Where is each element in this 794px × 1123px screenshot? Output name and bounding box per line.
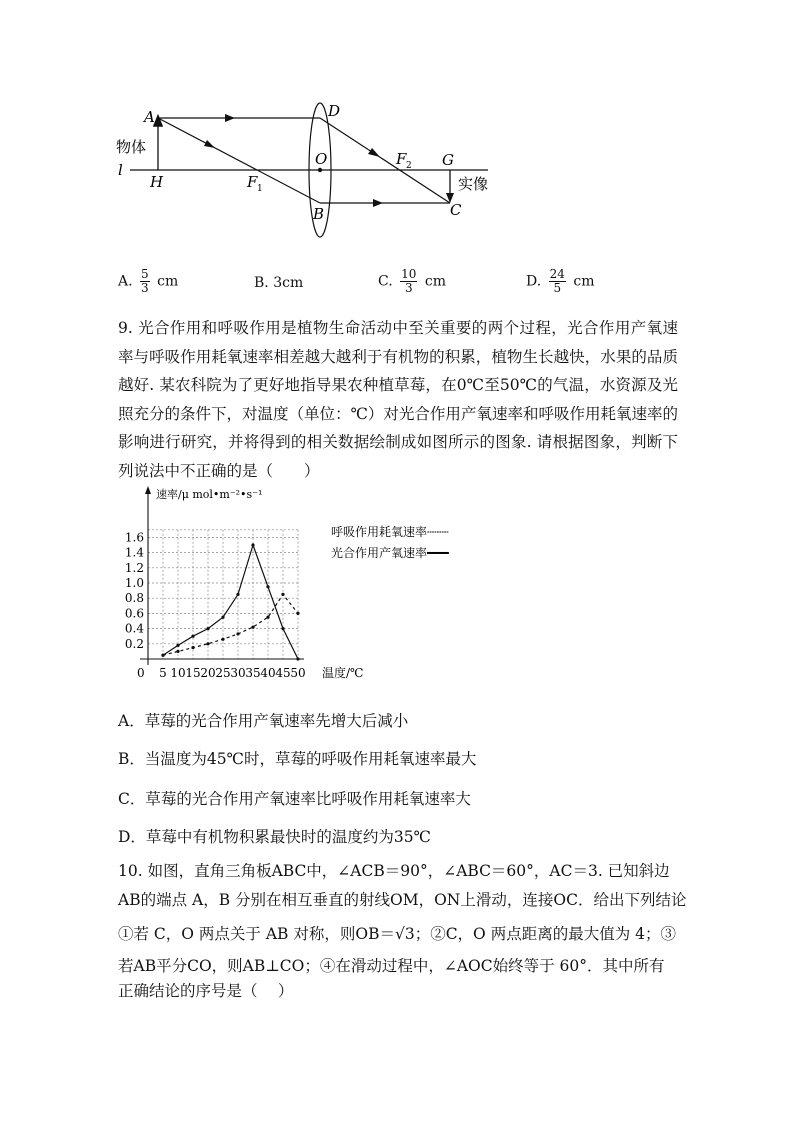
x-tick-label: 10: [170, 666, 186, 680]
label-f2-sub: 2: [406, 161, 412, 171]
x-tick-label: 20: [200, 666, 216, 680]
label-g: G: [442, 151, 454, 169]
respiration-point: [281, 593, 284, 596]
optics-figure: [110, 95, 500, 245]
photosynthesis-point: [191, 635, 194, 638]
q10-line-5: 正确结论的序号是（ ）: [118, 982, 294, 1000]
label-h: H: [150, 173, 164, 191]
y-tick-label: 1.2: [124, 560, 144, 575]
chart-origin: 0: [137, 666, 145, 680]
ray-dc: [320, 118, 450, 203]
y-tick-label: 0.2: [124, 636, 144, 651]
label-f2: F: [396, 150, 407, 168]
x-tick-label: 15: [185, 666, 201, 680]
x-tick-label: 50: [290, 666, 306, 680]
q9-option-c: C．草莓的光合作用产氧速率比呼吸作用耗氧速率大: [118, 790, 471, 808]
x-tick-label: 35: [245, 666, 261, 680]
y-tick-label: 1.4: [124, 545, 144, 560]
q10-line-3: ①若 C，O 两点关于 AB 对称，则OB＝√3；②C，O 两点距离的最大值为 4；③: [118, 925, 676, 943]
label-f1: F: [247, 173, 258, 191]
legend-respiration: 呼吸作用耗氧速率┄┄┄: [331, 525, 449, 539]
x-tick-label: 40: [260, 666, 276, 680]
ray-ab: [158, 118, 320, 203]
label-real-image: 实像: [458, 175, 489, 193]
respiration-point: [176, 650, 179, 653]
label-o: O: [315, 150, 328, 168]
series-photosynthesis-line: [163, 545, 298, 659]
label-d: D: [328, 102, 341, 120]
photosynthesis-point: [281, 627, 284, 630]
respiration-point: [191, 646, 194, 649]
y-axis-arrow: [145, 486, 151, 494]
choice-a: A. $\frac{5}{3}$ cm: [118, 267, 179, 295]
photosynthesis-point: [296, 657, 299, 660]
respiration-point: [206, 642, 209, 645]
y-tick-label: 1.6: [124, 530, 144, 545]
y-tick-label: 0.6: [124, 606, 144, 621]
y-tick-label: 0.8: [124, 591, 144, 606]
legend-photosynthesis: 光合作用产氧速率━━━: [331, 546, 449, 560]
label-b: B: [313, 205, 325, 223]
x-tick-label: 5: [159, 666, 167, 680]
photosynthesis-point: [221, 616, 224, 619]
y-tick-label: 0.4: [124, 621, 144, 636]
photosynthesis-point: [266, 585, 269, 588]
x-tick-label: 45: [275, 666, 291, 680]
label-l: l: [118, 161, 123, 179]
respiration-point: [221, 638, 224, 641]
question-9-text: 9. 光合作用和呼吸作用是植物生命活动中至关重要的两个过程，光合作用产氧速率与呼吸作用耗氧速率相差越大越利于有机物的积累，植物生长越快，水果的品质越好. 某农科院为了更好地指导果农种植草莓，在0℃至50℃的气温，水资源及光照充分的条件下，对温度（单位：℃）对光合作用产氧速率和呼吸作用耗氧速率的影响进行研究，并将得到的相关数据绘制成如图所示的图象. 请根据图象，判断下列说法中不正确的是（ ）: [118, 319, 678, 480]
photosynthesis-point: [206, 627, 209, 630]
q10-line-1: 10. 如图，直角三角板ABC中，∠ACB＝90°，∠ABC＝60°，AC＝3. 已知斜边: [118, 862, 670, 880]
photosynthesis-point: [161, 654, 164, 657]
q10-line-2: AB的端点 A，B 分别在相互垂直的射线OM，ON上滑动，连接OC．给出下列结论: [118, 891, 687, 909]
choice-c: C. $\frac{10}{3}$ cm: [378, 267, 446, 295]
q9-option-b: B．当温度为45℃时，草莓的呼吸作用耗氧速率最大: [118, 750, 477, 768]
label-c: C: [450, 201, 462, 219]
chart-xlabel: 温度/℃: [322, 666, 364, 680]
label-a: A: [144, 108, 155, 126]
y-tick-label: 1.0: [124, 576, 144, 590]
x-tick-label: 25: [215, 666, 231, 680]
respiration-point: [251, 625, 254, 628]
respiration-point: [236, 632, 239, 635]
choice-d: D. $\frac{24}{5}$ cm: [526, 267, 595, 295]
photosynthesis-point: [236, 593, 239, 596]
chart-ylabel: 速率/μ mol•m⁻²•s⁻¹: [156, 488, 263, 501]
label-object: 物体: [116, 138, 147, 156]
x-tick-label: 30: [230, 666, 246, 680]
series-respiration-line: [163, 594, 298, 655]
respiration-point: [296, 612, 299, 615]
choice-b: B. 3cm: [254, 275, 304, 291]
photosynthesis-point: [251, 543, 254, 546]
label-f1-sub: 1: [257, 184, 263, 194]
q10-line-4: 若AB平分CO，则AB⊥CO；④在滑动过程中，∠AOC始终等于 60°．其中所有: [118, 957, 665, 975]
photosynthesis-point: [176, 644, 179, 647]
q9-option-d: D．草莓中有机物积累最快时的温度约为35℃: [118, 828, 431, 846]
q9-option-a: A．草莓的光合作用产氧速率先增大后减小: [118, 712, 409, 730]
rate-chart: [124, 482, 508, 687]
respiration-point: [266, 616, 269, 619]
